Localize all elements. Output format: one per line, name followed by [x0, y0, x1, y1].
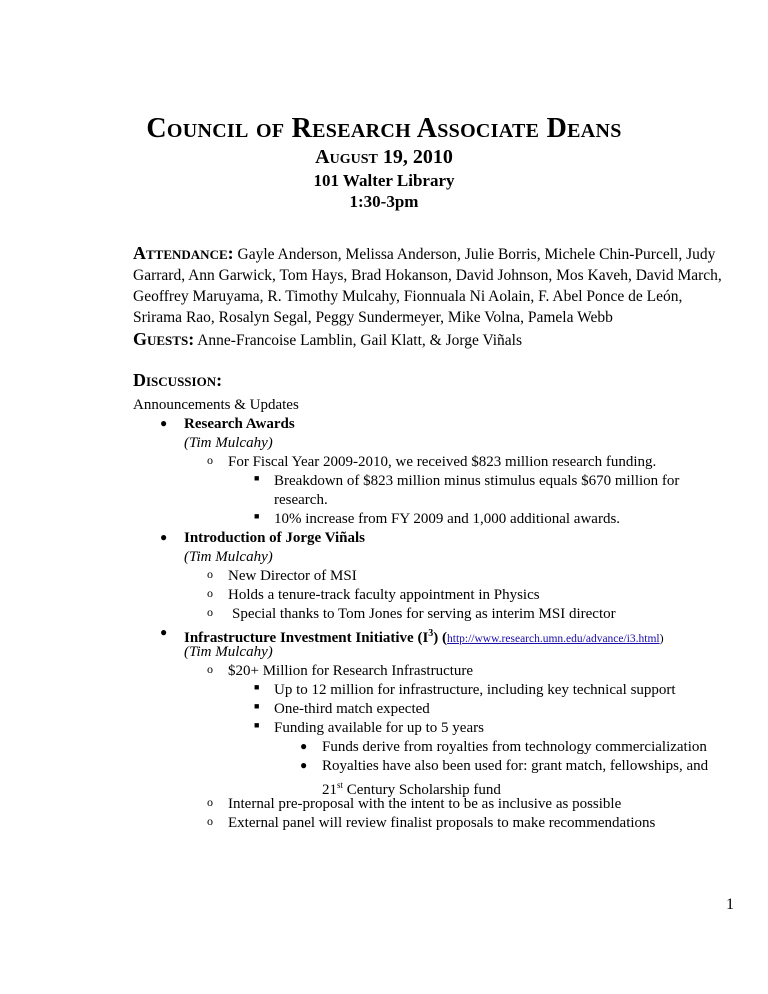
list-item: Special thanks to Tom Jones for serving as interim MSI director: [232, 606, 616, 622]
list-item-continuation: research.: [274, 492, 328, 508]
square-bullet-icon: ■: [254, 682, 260, 692]
document-title: Council of Research Associate Deans: [146, 113, 622, 144]
circle-bullet-icon: o: [207, 814, 213, 828]
list-item: Funds derive from royalties from technology commercialization: [322, 739, 707, 755]
square-bullet-icon: ■: [254, 720, 260, 730]
attendance-line: Srirama Rao, Rosalyn Segal, Peggy Sundermeyer, Mike Volna, Pamela Webb: [133, 309, 613, 326]
meeting-time: 1:30-3pm: [349, 192, 419, 211]
square-bullet-icon: ■: [254, 701, 260, 711]
discussion-heading: Discussion:: [133, 370, 223, 390]
presenter: (Tim Mulcahy): [184, 435, 273, 451]
list-item: For Fiscal Year 2009-2010, we received $823 million research funding.: [228, 454, 657, 470]
i3-link[interactable]: http://www.research.umn.edu/advance/i3.html: [447, 633, 660, 645]
bullet-icon: ●: [160, 416, 168, 430]
guests-label: Guests:: [133, 329, 195, 349]
circle-bullet-icon: o: [207, 795, 213, 809]
list-item: Holds a tenure-track faculty appointment in Physics: [228, 587, 540, 603]
item-title-infrastructure: Infrastructure Investment Initiative $(I^3)$ (http://www.research.umn.edu/advance/i3.html): [184, 628, 664, 646]
bullet-icon: ●: [300, 739, 308, 753]
item-title-research-awards: Research Awards: [184, 416, 295, 432]
attendance-section: [133, 243, 733, 328]
bullet-icon: ●: [160, 625, 168, 639]
list-item: External panel will review finalist proposals to make recommendations: [228, 815, 656, 831]
attendance-label: Attendance:: [133, 243, 234, 263]
attendance-line: Garrard, Ann Garwick, Tom Hays, Brad Hokanson, David Johnson, Mos Kaveh, David March,: [133, 267, 722, 284]
item-title-introduction: Introduction of Jorge Viñals: [184, 530, 365, 546]
square-bullet-icon: ■: [254, 473, 260, 483]
presenter: (Tim Mulcahy): [184, 644, 273, 660]
circle-bullet-icon: o: [207, 662, 213, 676]
list-item: 10% increase from FY 2009 and 1,000 additional awards.: [274, 511, 621, 527]
presenter: (Tim Mulcahy): [184, 549, 273, 565]
circle-bullet-icon: o: [207, 453, 213, 467]
attendance-line: Gayle Anderson, Melissa Anderson, Julie Borris, Michele Chin-Purcell, Judy: [237, 246, 716, 263]
list-item: One-third match expected: [274, 701, 430, 717]
circle-bullet-icon: o: [207, 605, 213, 619]
announcements-subhead: Announcements & Updates: [133, 397, 299, 413]
square-bullet-icon: ■: [254, 511, 260, 521]
list-item: Breakdown of $823 million minus stimulus equals $670 million for: [274, 473, 680, 489]
meeting-date: August 19, 2010: [315, 146, 453, 168]
page-number: 1: [726, 896, 734, 913]
circle-bullet-icon: o: [207, 586, 213, 600]
guests-list: Anne-Francoise Lamblin, Gail Klatt, & Jorge Viñals: [197, 332, 523, 349]
list-item: $20+ Million for Research Infrastructure: [228, 663, 474, 679]
bullet-icon: ●: [300, 758, 308, 772]
meeting-location: 101 Walter Library: [313, 171, 455, 190]
bullet-icon: ●: [160, 530, 168, 544]
list-item: Funding available for up to 5 years: [274, 720, 484, 736]
list-item: New Director of MSI: [228, 568, 357, 584]
list-item-continuation: 21st Century Scholarship fund: [322, 780, 501, 798]
attendance-line: Geoffrey Maruyama, R. Timothy Mulcahy, Fionnuala Ni Aolain, F. Abel Ponce de León,: [133, 288, 683, 305]
circle-bullet-icon: o: [207, 567, 213, 581]
guests-section: [133, 329, 733, 351]
list-item: Royalties have also been used for: grant match, fellowships, and: [322, 758, 709, 774]
list-item: Up to 12 million for infrastructure, including key technical support: [274, 682, 676, 698]
list-item: Internal pre-proposal with the intent to be as inclusive as possible: [228, 796, 622, 812]
